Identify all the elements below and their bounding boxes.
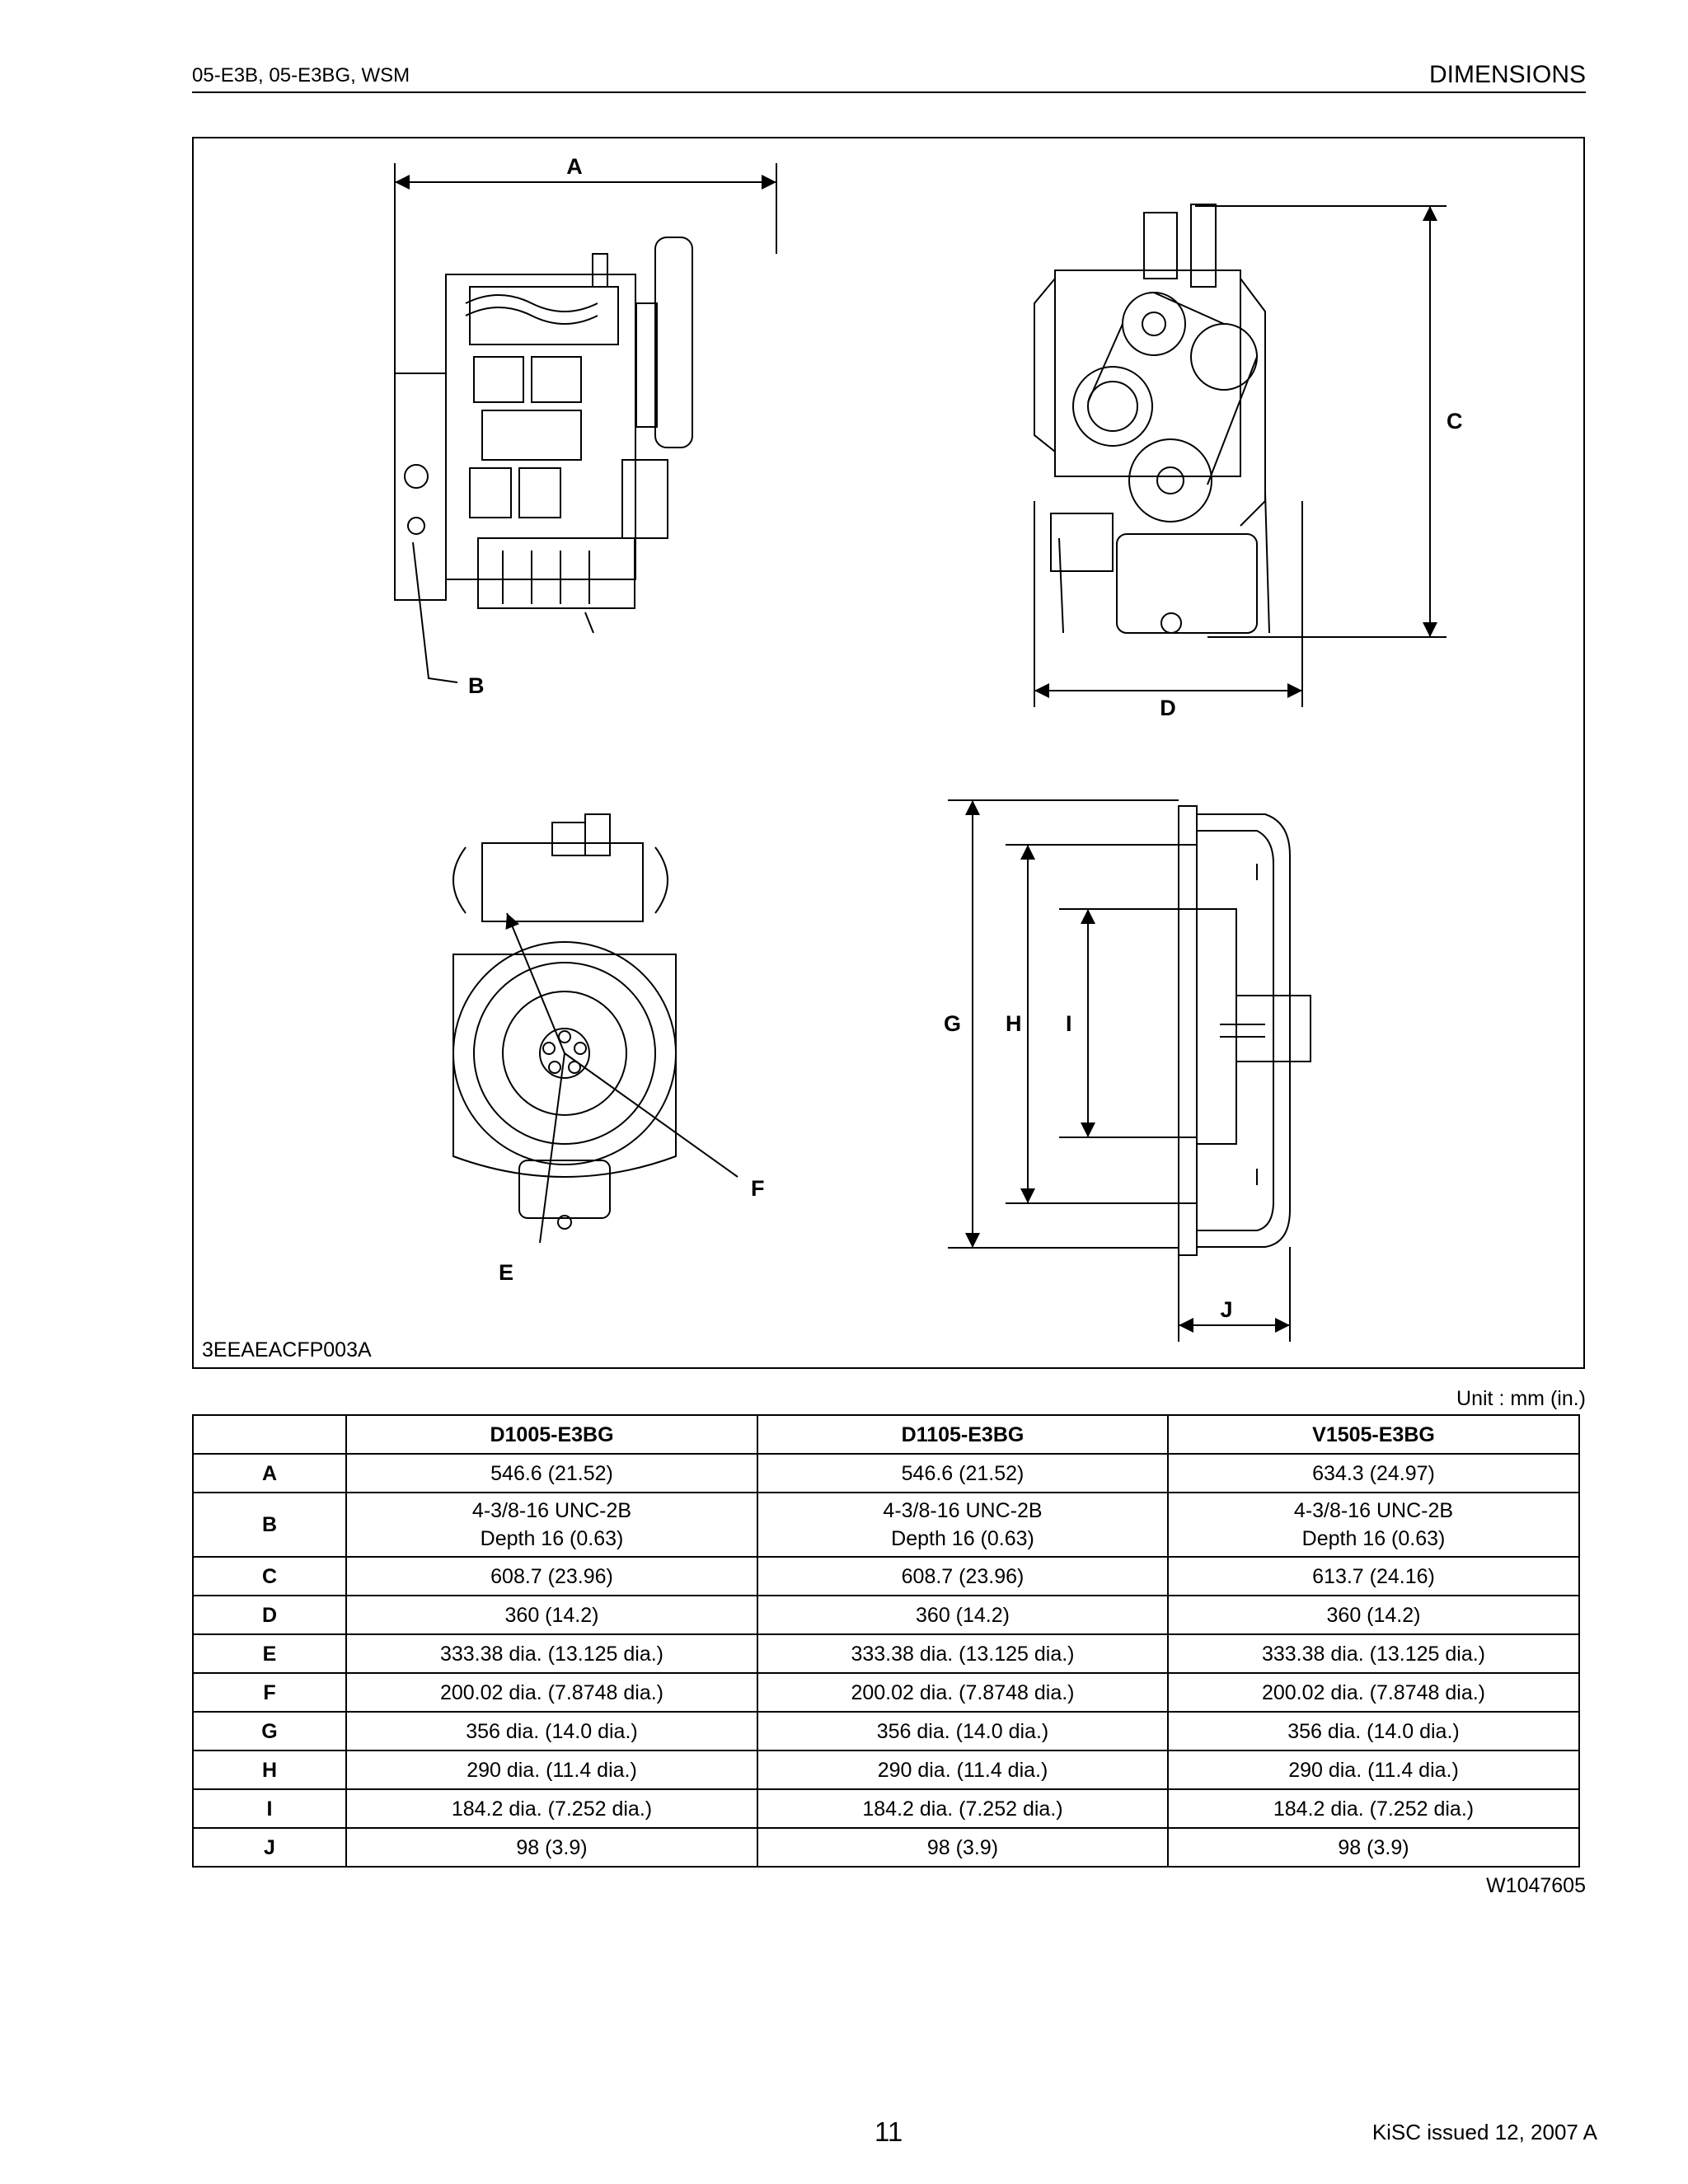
cell-d1005: 356 dia. (14.0 dia.): [346, 1712, 757, 1750]
cell-line: 4-3/8-16 UNC-2B: [883, 1499, 1043, 1522]
table-header-row: [193, 1415, 1579, 1454]
engine-drawings: [194, 138, 1585, 1369]
page-number: 11: [874, 2116, 903, 2147]
table-header-d1005: D1005-E3BG: [346, 1415, 757, 1454]
cell-d1005: 333.38 dia. (13.125 dia.): [346, 1634, 757, 1673]
dim-label-c: C: [1447, 409, 1463, 434]
dim-label-d: D: [1160, 696, 1176, 720]
cell-v1505: 360 (14.2): [1168, 1596, 1579, 1634]
row-key: C: [193, 1557, 346, 1596]
dim-label-i: I: [1066, 1011, 1072, 1036]
cell-v1505: 613.7 (24.16): [1168, 1557, 1579, 1596]
row-key: E: [193, 1634, 346, 1673]
cell-d1105: 98 (3.9): [757, 1828, 1168, 1867]
cell-d1005: 290 dia. (11.4 dia.): [346, 1750, 757, 1789]
cell-v1505: 333.38 dia. (13.125 dia.): [1168, 1634, 1579, 1673]
engine-dimension-figure: [192, 137, 1585, 1369]
header-rule: [192, 91, 1586, 93]
cell-line: 4-3/8-16 UNC-2B: [1293, 1499, 1454, 1522]
table-row: [193, 1454, 1579, 1493]
dim-label-j: J: [1220, 1297, 1233, 1322]
dim-label-h: H: [1006, 1011, 1022, 1036]
table-row: [193, 1596, 1579, 1634]
cell-d1105: 546.6 (21.52): [757, 1454, 1168, 1493]
cell-line: Depth 16 (0.63): [1301, 1527, 1446, 1550]
cell-d1005: 184.2 dia. (7.252 dia.): [346, 1789, 757, 1828]
engine-side-view: [395, 237, 692, 633]
cell-v1505: 634.3 (24.97): [1168, 1454, 1579, 1493]
table-row: [193, 1673, 1579, 1712]
cell-d1105: [757, 1493, 1168, 1557]
row-key: A: [193, 1454, 346, 1493]
table-row: [193, 1750, 1579, 1789]
cell-d1105: 356 dia. (14.0 dia.): [757, 1712, 1168, 1750]
cell-v1505: 98 (3.9): [1168, 1828, 1579, 1867]
cell-line: Depth 16 (0.63): [480, 1527, 624, 1550]
header-section-title: DIMENSIONS: [1428, 61, 1586, 88]
table-row: [193, 1712, 1579, 1750]
cell-d1005: 200.02 dia. (7.8748 dia.): [346, 1673, 757, 1712]
cell-d1105: 200.02 dia. (7.8748 dia.): [757, 1673, 1168, 1712]
cell-d1005: 546.6 (21.52): [346, 1454, 757, 1493]
cell-v1505: 356 dia. (14.0 dia.): [1168, 1712, 1579, 1750]
cell-d1005: 360 (14.2): [346, 1596, 757, 1634]
table-row: [193, 1634, 1579, 1673]
cell-v1505: [1168, 1493, 1579, 1557]
dimension-lines: [395, 163, 1447, 1342]
unit-note: Unit : mm (in.): [1456, 1387, 1586, 1410]
table-header-d1105: D1105-E3BG: [757, 1415, 1168, 1454]
row-key: F: [193, 1673, 346, 1712]
cell-d1005: 98 (3.9): [346, 1828, 757, 1867]
cell-d1005: 608.7 (23.96): [346, 1557, 757, 1596]
dimensions-table: [192, 1414, 1580, 1868]
cell-d1105: 608.7 (23.96): [757, 1557, 1168, 1596]
row-key: D: [193, 1596, 346, 1634]
figure-code: 3EEAEACFP003A: [202, 1338, 372, 1361]
table-row: [193, 1493, 1579, 1557]
row-key: J: [193, 1828, 346, 1867]
row-key: G: [193, 1712, 346, 1750]
dim-label-g: G: [944, 1011, 962, 1036]
header-doc-title: 05-E3B, 05-E3BG, WSM: [192, 64, 410, 87]
issue-note: KiSC issued 12, 2007 A: [1372, 2120, 1597, 2144]
cell-d1105: 360 (14.2): [757, 1596, 1168, 1634]
table-row: [193, 1789, 1579, 1828]
cell-line: Depth 16 (0.63): [891, 1527, 1034, 1550]
cell-v1505: 290 dia. (11.4 dia.): [1168, 1750, 1579, 1789]
table-row: [193, 1557, 1579, 1596]
dim-label-a: A: [566, 154, 583, 179]
row-key: I: [193, 1789, 346, 1828]
cell-v1505: 200.02 dia. (7.8748 dia.): [1168, 1673, 1579, 1712]
document-code: W1047605: [1486, 1874, 1586, 1897]
cell-d1105: 184.2 dia. (7.252 dia.): [757, 1789, 1168, 1828]
row-key: B: [193, 1493, 346, 1557]
cell-v1505: 184.2 dia. (7.252 dia.): [1168, 1789, 1579, 1828]
engine-front-view: [1034, 204, 1269, 633]
table-row: [193, 1828, 1579, 1867]
engine-rear-view: [453, 814, 676, 1229]
table-header-v1505: V1505-E3BG: [1168, 1415, 1579, 1454]
cell-d1105: 290 dia. (11.4 dia.): [757, 1750, 1168, 1789]
table-header-blank: [193, 1415, 346, 1454]
dim-label-f: F: [751, 1176, 765, 1201]
flywheel-housing-section: [1179, 806, 1311, 1255]
cell-line: 4-3/8-16 UNC-2B: [471, 1499, 632, 1522]
row-key: H: [193, 1750, 346, 1789]
dim-label-b: B: [468, 673, 485, 698]
cell-d1105: 333.38 dia. (13.125 dia.): [757, 1634, 1168, 1673]
dim-label-e: E: [499, 1260, 514, 1285]
cell-d1005: [346, 1493, 757, 1557]
